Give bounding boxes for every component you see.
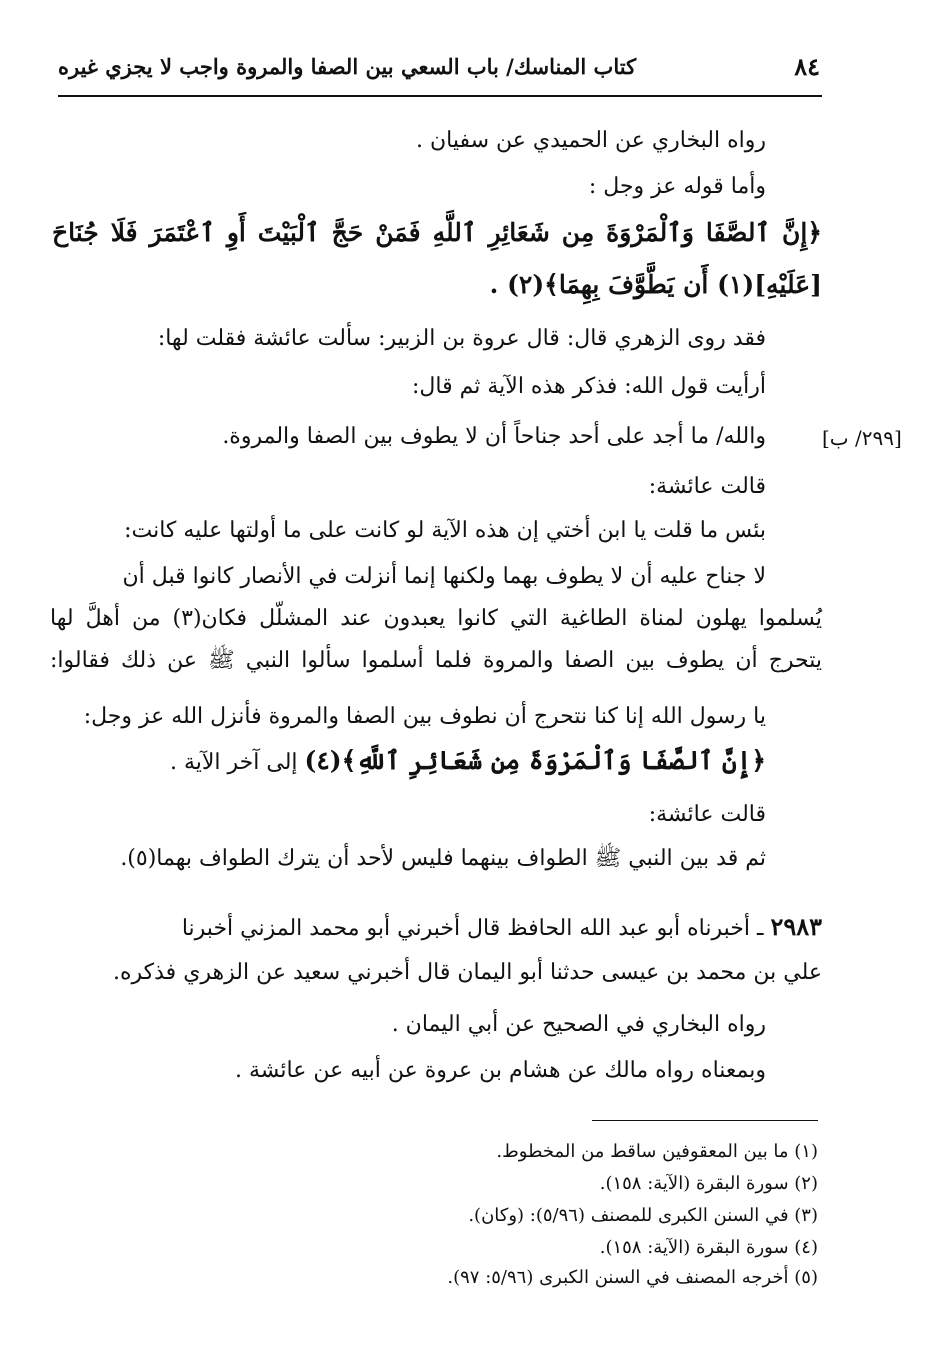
- footnote: (١) ما بين المعقوفين ساقط من المخطوط.: [496, 1141, 818, 1162]
- footnote-rule: [592, 1120, 818, 1121]
- body-line: يا رسول الله إنا كنا نتحرج أن نطوف بين الصفا والمروة فأنزل الله عز وجل:: [83, 704, 766, 729]
- body-line: رواه البخاري في الصحيح عن أبي اليمان .: [391, 1012, 766, 1037]
- body-text: ـ أخبرناه أبو عبد الله الحافظ قال أخبرني أبو محمد المزني أخبرنا: [181, 916, 771, 941]
- body-line: فقد روى الزهري قال: قال عروة بن الزبير: سألت عائشة فقلت لها:: [157, 326, 766, 351]
- body-line: علي بن محمد بن عيسى حدثنا أبو اليمان قال أخبرني سعيد عن الزهري فذكره.: [113, 960, 822, 985]
- page-header: [58, 52, 822, 82]
- body-line: قالت عائشة:: [648, 802, 766, 827]
- body-line: أرأيت قول الله: فذكر هذه الآية ثم قال:: [411, 374, 766, 399]
- body-line: يتحرج أن يطوف بين الصفا والمروة فلما أسلموا سألوا النبي ﷺ عن ذلك فقالوا:: [50, 648, 822, 673]
- footnote: (٣) في السنن الكبرى للمصنف (٥/٩٦): (وكان).: [468, 1205, 818, 1226]
- manuscript-folio-marker: [٢٩٩/ ب]: [822, 426, 902, 450]
- quran-verse-line: ﴿إِنَّ ٱلصَّفَا وَٱلْمَرْوَةَ مِن شَعَائِرِ ٱللَّهِ فَمَنْ حَجَّ ٱلْبَيْتَ أَوِ ٱعْتَمَرَ فَلَا جُنَاحَ: [52, 218, 822, 247]
- body-line: بئس ما قلت يا ابن أختي إن هذه الآية لو كانت على ما أولتها عليه كانت:: [124, 518, 766, 543]
- footnote: (٢) سورة البقرة (الآية: ١٥٨).: [599, 1173, 818, 1194]
- body-line: لا جناح عليه أن لا يطوف بهما ولكنها إنما أنزلت في الأنصار كانوا قبل أن: [122, 564, 766, 589]
- hadith-number: ٢٩٨٣: [770, 912, 822, 941]
- body-line: يُسلموا يهلون لمناة الطاغية التي كانوا يعبدون عند المشلّل فكان(٣) من أهلَّ لها: [50, 606, 823, 631]
- body-line: [50, 746, 766, 778]
- page-number: ٨٤: [794, 52, 820, 81]
- body-line: ثم قد بين النبي ﷺ الطواف بينهما فليس لأحد أن يترك الطواف بهما(٥).: [120, 846, 766, 871]
- running-title: كتاب المناسك/ باب السعي بين الصفا والمروة واجب لا يجزي غيره: [58, 54, 637, 79]
- footnote: (٤) سورة البقرة (الآية: ١٥٨).: [599, 1237, 818, 1258]
- body-text: إلى آخر الآية .: [169, 750, 305, 775]
- body-line: وبمعناه رواه مالك عن هشام بن عروة عن أبيه عن عائشة .: [235, 1058, 766, 1083]
- body-line: وأما قوله عز وجل :: [588, 174, 766, 199]
- quran-verse-line: [عَلَيْهِ](١) أَن يَطَّوَّفَ بِهِمَا﴾(٢) .: [489, 270, 822, 299]
- header-rule: [58, 95, 822, 97]
- body-line: رواه البخاري عن الحميدي عن سفيان .: [416, 128, 766, 153]
- hadith-line: [50, 912, 822, 944]
- body-line: قالت عائشة:: [648, 474, 766, 499]
- body-line: والله/ ما أجد على أحد جناحاً أن لا يطوف بين الصفا والمروة.: [222, 424, 766, 449]
- quran-verse: ﴿إِنَّ ٱلصَّفَا وَٱلْمَرْوَةَ مِن شَعَائِرِ ٱللَّهِ﴾(٤): [304, 746, 766, 775]
- footnote: (٥) أخرجه المصنف في السنن الكبرى (٥/٩٦: ٩٧).: [447, 1267, 818, 1288]
